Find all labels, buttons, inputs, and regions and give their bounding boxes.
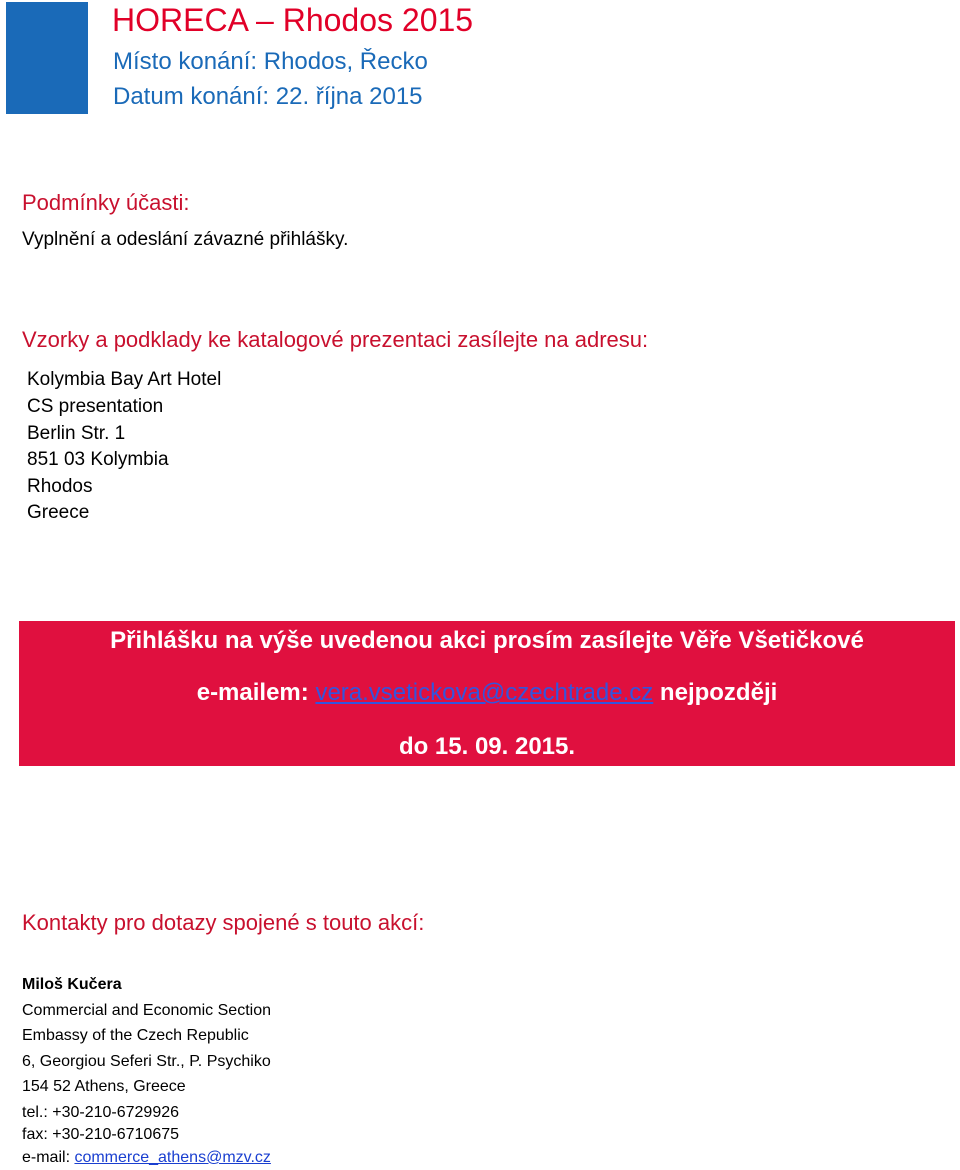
page-title: HORECA – Rhodos 2015 [112, 2, 474, 38]
application-banner [19, 621, 955, 766]
banner-email-link[interactable]: vera.vsetickova@czechtrade.cz [315, 679, 654, 706]
contact-line: Embassy of the Czech Republic [22, 1027, 249, 1044]
banner-line-2 [19, 679, 955, 707]
event-venue: Místo konání: Rhodos, Řecko [113, 48, 428, 75]
address-line: 851 03 Kolymbia [27, 449, 169, 470]
address-line: Rhodos [27, 476, 93, 497]
conditions-text: Vyplnění a odeslání závazné přihlášky. [22, 229, 349, 250]
banner-email-prefix: e-mailem: [196, 679, 316, 706]
header-blue-block [6, 2, 88, 114]
banner-deadline: do 15. 09. 2015. [398, 733, 576, 760]
contact-email-line [22, 1149, 271, 1167]
contact-line: Commercial and Economic Section [22, 1002, 271, 1019]
address-line: Berlin Str. 1 [27, 423, 126, 444]
contacts-heading: Kontakty pro dotazy spojené s touto akcí: [22, 910, 425, 935]
contact-fax: fax: +30-210-6710675 [22, 1126, 180, 1143]
event-date: Datum konání: 22. října 2015 [113, 83, 423, 110]
banner-email-suffix: nejpozději [653, 679, 778, 706]
address-line: CS presentation [27, 396, 164, 417]
banner-line-1: Přihlášku na výše uvedenou akci prosím zasílejte Věře Všetičkové [110, 627, 864, 654]
contact-name: Miloš Kučera [22, 976, 122, 993]
address-line: Greece [27, 502, 90, 523]
contact-email-label: e-mail: [22, 1149, 75, 1166]
conditions-heading: Podmínky účasti: [22, 190, 190, 215]
samples-heading: Vzorky a podklady ke katalogové prezentaci zasílejte na adresu: [22, 327, 649, 352]
contact-email-link[interactable]: commerce_athens@mzv.cz [74, 1149, 271, 1166]
contact-line: 154 52 Athens, Greece [22, 1078, 186, 1095]
address-line: Kolymbia Bay Art Hotel [27, 369, 222, 390]
contact-line: 6, Georgiou Seferi Str., P. Psychiko [22, 1053, 271, 1070]
contact-tel: tel.: +30-210-6729926 [22, 1104, 180, 1121]
